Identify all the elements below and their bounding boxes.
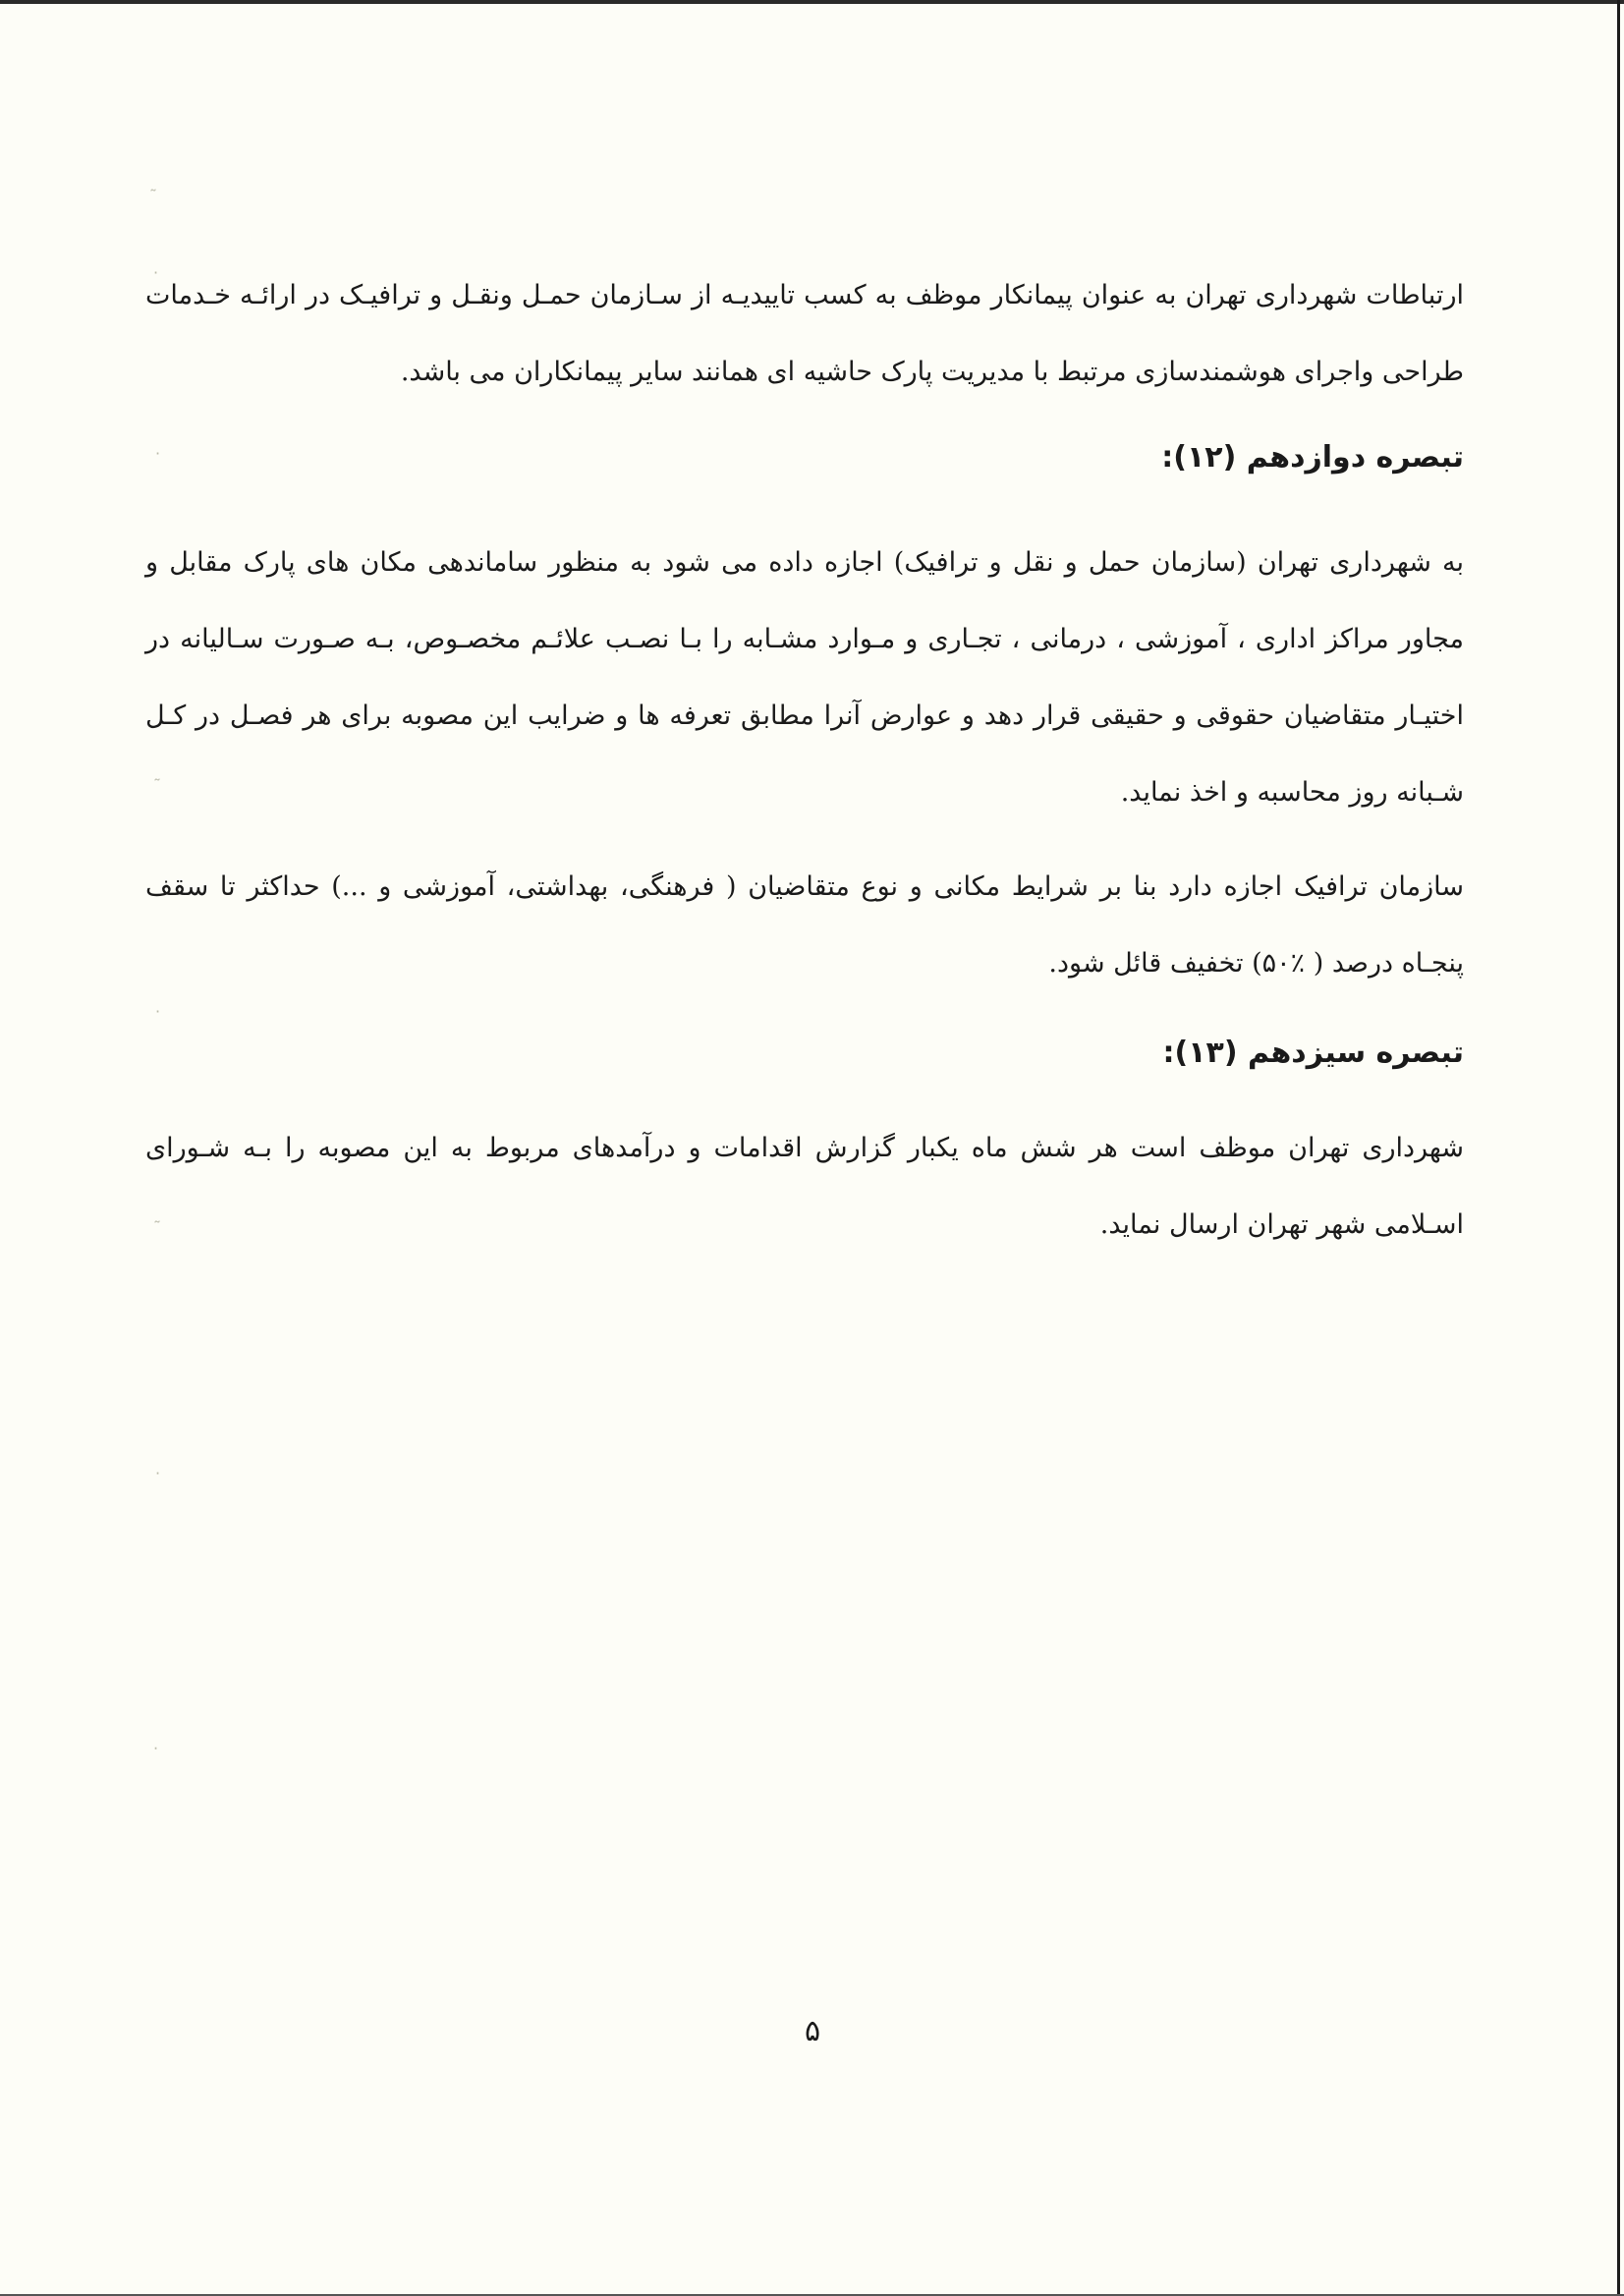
section-13-heading: تبصره سیزدهم (۱۳): [1162, 1036, 1464, 1070]
document-body [145, 257, 1464, 1263]
section-12-paragraph-2: سازمان ترافیک اجازه دارد بنا بر شرایط مکانی و نوع متقاضیان ( فرهنگی، بهداشتی، آموزشی و ...) حداکثر تا سقف پنجـاه درصد ( ٪۵۰) تخفیف قائل شود. [145, 871, 1464, 979]
section-13-paragraph-1: شهرداری تهران موظف است هر شش ماه یکبار گزارش اقدامات و درآمدهای مربوط به این مصوبه را بـه شـورای اسـلامی شهر تهران ارسال نماید. [145, 1133, 1464, 1240]
scan-speck: · [155, 1464, 161, 1483]
page-number: ۵ [804, 2014, 821, 2048]
scan-speck: · [155, 444, 161, 463]
scan-edge-right [1617, 0, 1620, 2296]
scan-speck: ˜ [149, 187, 157, 205]
intro-paragraph: ارتباطات شهرداری تهران به عنوان پیمانکار موظف به کسب تاییدیـه از سـازمان حمـل ونقـل و ترافیـک در ارائـه خـدمات طراحی واجرای هوشمندسازی مرتبط با مدیریت پارک حاشیه ای همانند سایر پیمانکاران می باشد. [145, 280, 1464, 387]
scan-speck: · [153, 263, 159, 282]
scan-speck: ˜ [153, 776, 161, 795]
scan-speck: · [155, 1002, 161, 1021]
scan-speck: ˜ [153, 1218, 161, 1237]
scan-speck: · [153, 1739, 159, 1758]
scan-edge-top [0, 0, 1624, 4]
section-12-paragraph-1: به شهرداری تهران (سازمان حمل و نقل و ترافیک) اجازه داده می شود به منظور ساماندهی مکان های پارک مقابل و مجاور مراکز اداری ، آموزشی ، درمانی ، تجـاری و مـوارد مشـابه را بـا نصـب علائـم مخصـوص، بـه صـورت سـالیانه در اختیـار متقاضیان حقوقی و حقیقی قرار دهد و عوارض آنرا مطابق تعرفه ها و ضرایب این مصوبه برای هر فصـل در کـل شـبانه روز محاسبه و اخذ نماید. [145, 547, 1464, 808]
section-12-heading: تبصره دوازدهم (۱۲): [1161, 440, 1464, 475]
